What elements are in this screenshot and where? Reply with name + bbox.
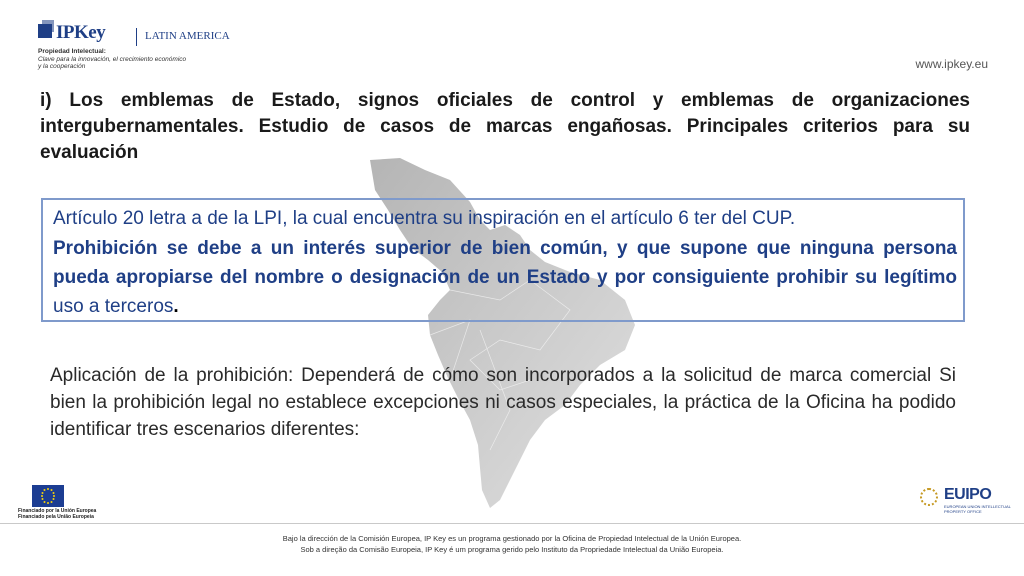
box-prohibition-tail: uso a terceros xyxy=(53,296,174,317)
ipkey-logo xyxy=(38,22,238,82)
eu-flag-icon xyxy=(32,485,64,507)
footer-line-es: Bajo la dirección de la Comisión Europea, IP Key es un programa gestionado por la Oficina de Propiedad Intelectual de la Unión Europea. xyxy=(282,534,742,543)
footer-disclaimer xyxy=(0,533,1024,555)
logo-separator xyxy=(136,28,137,46)
footer-divider xyxy=(0,523,1024,524)
eu-caption-pt: Financiado pela União Europeia xyxy=(18,514,94,520)
box-prohibition-end: . xyxy=(173,296,179,317)
highlight-box xyxy=(41,198,965,322)
slide-title: i) Los emblemas de Estado, signos oficiales de control y emblemas de organizaciones intergubernamentales. Estudio de casos de marcas engañosas. Principales criterios para su evaluación xyxy=(40,90,970,163)
website-link[interactable]: www.ipkey.eu xyxy=(915,57,988,71)
logo-subtitle xyxy=(38,48,238,71)
body-paragraph: Aplicación de la prohibición: Dependerá de cómo son incorporados a la solicitud de marca comercial Si bien la prohibición legal no establece excepciones ni casos especiales, la práctica de la Oficina ha podido identificar tres escenarios diferentes: xyxy=(50,365,956,440)
euipo-mark-icon xyxy=(920,488,938,506)
euipo-subtitle: EUROPEAN UNION INTELLECTUAL PROPERTY OFFICE xyxy=(944,504,1011,514)
logo-sub-line2: y la cooperación xyxy=(38,63,86,70)
euipo-logo xyxy=(920,486,1010,516)
logo-name: IPKey xyxy=(56,22,106,43)
logo-sub-line1: Clave para la innovación, el crecimiento económico xyxy=(38,55,187,63)
logo-region: LATIN AMERICA xyxy=(145,30,230,42)
eu-caption-es: Financiado por la Unión Europea xyxy=(18,508,97,514)
box-line-prohibition xyxy=(53,234,957,321)
box-line-article: Artículo 20 letra a de la LPI, la cual encuentra su inspiración en el artículo 6 ter del CUP. xyxy=(53,208,796,229)
footer-line-pt: Sob a direção da Comisão Europeia, IP Key é um programa gerido pelo Instituto da Propriedade Intelectual da União Europeia. xyxy=(300,545,724,554)
ipkey-logo-mark-icon xyxy=(38,24,52,38)
box-prohibition-text: Prohibición se debe a un interés superior de bien común, y que supone que ninguna persona pueda apropiarse del nombre o designación de un Estado y por consiguiente prohibir su legítimo xyxy=(53,238,957,288)
eu-funding-caption xyxy=(18,508,98,520)
logo-sub-title: Propiedad Intelectual: xyxy=(38,48,106,55)
euipo-name: EUIPO xyxy=(944,486,992,503)
